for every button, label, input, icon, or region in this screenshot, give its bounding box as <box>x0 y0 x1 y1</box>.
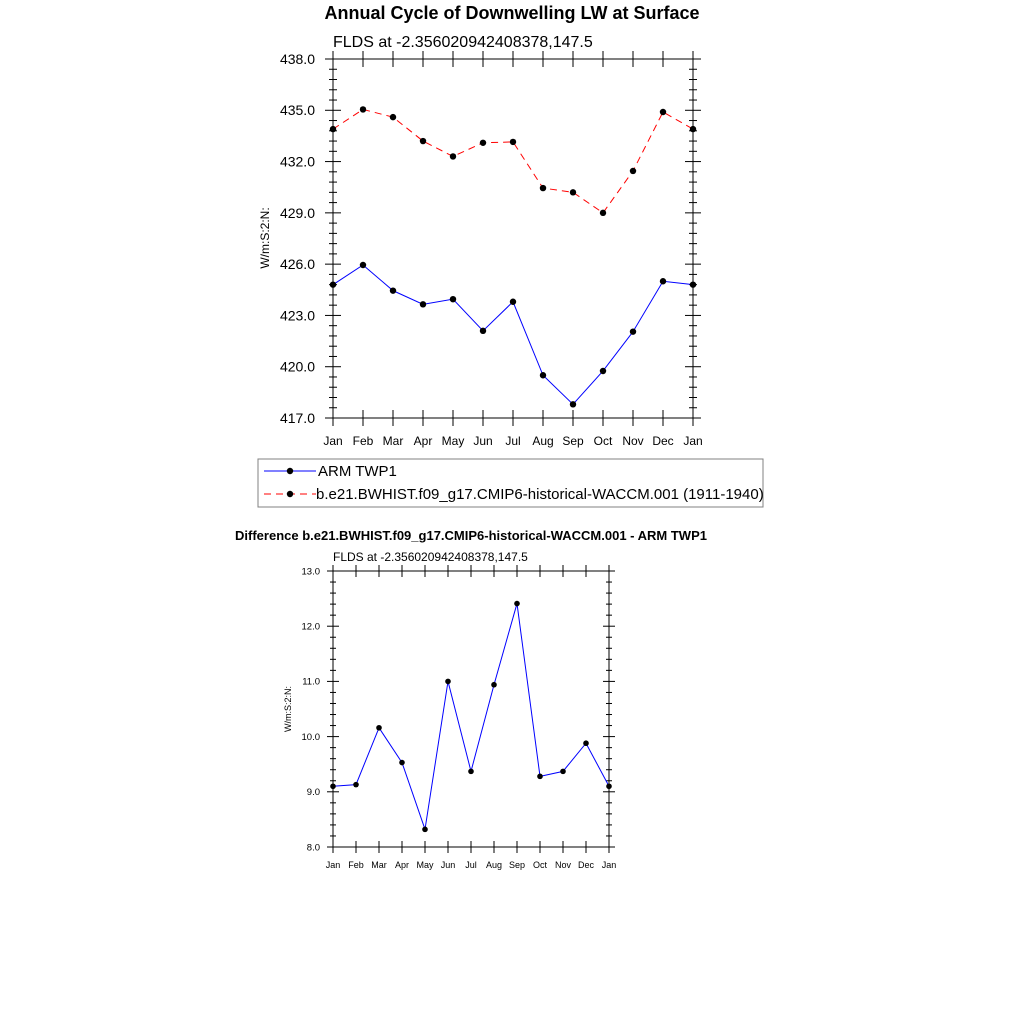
data-point <box>420 138 426 144</box>
legend-swatch-marker <box>287 491 293 497</box>
data-point <box>491 682 497 688</box>
data-point <box>540 185 546 191</box>
series-line <box>333 265 693 404</box>
y-tick-labels <box>302 566 321 853</box>
x-tick-label: Oct <box>532 860 548 870</box>
y-tick-label: 432.0 <box>279 153 315 170</box>
data-point <box>360 106 366 112</box>
data-point <box>399 760 405 766</box>
x-tick-label: Jun <box>440 860 456 870</box>
data-point <box>422 827 428 833</box>
x-tick-label: Jun <box>473 434 493 448</box>
axis-ticks <box>327 565 615 853</box>
data-point <box>560 769 566 775</box>
y-tick-label: 435.0 <box>279 102 315 119</box>
y-tick-label: 423.0 <box>279 307 315 324</box>
data-point <box>630 168 636 174</box>
y-tick-labels <box>280 51 315 426</box>
data-point <box>330 126 336 132</box>
plot-frame <box>333 59 693 418</box>
y-tick-label: 9.0 <box>306 787 320 799</box>
y-tick-label: 8.0 <box>306 842 320 854</box>
data-point <box>450 153 456 159</box>
data-point <box>660 278 666 284</box>
data-point <box>537 774 543 780</box>
legend-label: b.e21.BWHIST.f09_g17.CMIP6-historical-WACCM.001 (1911-1940) <box>316 486 764 503</box>
x-tick-label: Jul <box>505 434 521 448</box>
data-point <box>690 281 696 287</box>
annual-cycle-chart <box>258 3 764 507</box>
data-point <box>360 262 366 268</box>
data-point <box>445 679 451 685</box>
data-point <box>570 401 576 407</box>
data-point <box>468 769 474 775</box>
y-tick-label: 429.0 <box>279 204 315 221</box>
x-tick-label: Mar <box>382 434 404 448</box>
x-tick-label: Sep <box>562 434 584 448</box>
data-point <box>480 140 486 146</box>
x-tick-label: Feb <box>352 434 374 448</box>
x-tick-label: Feb <box>348 860 364 870</box>
y-tick-label: 10.0 <box>301 731 320 743</box>
x-tick-label: May <box>416 860 434 870</box>
data-point <box>600 368 606 374</box>
x-tick-label: Jul <box>465 860 477 870</box>
data-point <box>583 740 589 746</box>
x-tick-label: Nov <box>622 434 644 448</box>
series-lines <box>330 106 696 407</box>
legend-swatch-marker <box>287 468 293 474</box>
data-point <box>660 109 666 115</box>
data-point <box>540 372 546 378</box>
y-axis-label: W/m:S:2:N: <box>283 685 293 733</box>
x-tick-label: Mar <box>371 860 387 870</box>
data-point <box>376 725 382 731</box>
x-tick-label: Dec <box>577 860 595 870</box>
x-tick-label: May <box>441 434 465 448</box>
y-tick-label: 13.0 <box>301 566 320 578</box>
data-point <box>514 601 520 607</box>
y-axis-label: W/m:S:2:N: <box>258 207 272 269</box>
y-tick-label: 417.0 <box>279 409 315 426</box>
data-point <box>450 296 456 302</box>
data-point <box>330 281 336 287</box>
chart-title: Annual Cycle of Downwelling LW at Surface <box>324 3 700 23</box>
plot-frame <box>333 571 609 847</box>
x-tick-label: Sep <box>508 860 526 870</box>
data-point <box>390 114 396 120</box>
data-point <box>606 783 612 789</box>
data-point <box>480 328 486 334</box>
data-point <box>690 126 696 132</box>
x-tick-label: Aug <box>485 860 503 870</box>
x-tick-label: Apr <box>413 434 433 448</box>
data-point <box>330 783 336 789</box>
x-tick-label: Nov <box>554 860 572 870</box>
chart-subtitle: FLDS at -2.356020942408378,147.5 <box>333 34 593 51</box>
y-tick-label: 12.0 <box>301 621 320 633</box>
series-lines <box>330 601 612 832</box>
x-tick-label: Jan <box>683 434 703 448</box>
y-tick-label: 426.0 <box>279 256 315 273</box>
legend-label: ARM TWP1 <box>318 463 397 480</box>
difference-chart <box>235 528 707 870</box>
chart-title: Difference b.e21.BWHIST.f09_g17.CMIP6-historical-WACCM.001 - ARM TWP1 <box>235 528 707 543</box>
x-tick-label: Oct <box>593 434 613 448</box>
x-tick-label: Apr <box>394 860 410 870</box>
data-point <box>390 287 396 293</box>
data-point <box>570 189 576 195</box>
data-point <box>420 301 426 307</box>
x-tick-label: Jan <box>323 434 343 448</box>
data-point <box>510 299 516 305</box>
legend-entry-model <box>264 486 764 503</box>
x-tick-label: Aug <box>532 434 554 448</box>
x-tick-labels <box>323 434 702 448</box>
x-tick-label: Jan <box>601 860 617 870</box>
x-tick-label: Jan <box>325 860 341 870</box>
data-point <box>353 782 359 788</box>
series-line <box>333 109 693 212</box>
x-tick-labels <box>326 860 617 870</box>
y-tick-label: 438.0 <box>279 50 315 67</box>
legend <box>258 459 764 507</box>
y-tick-label: 11.0 <box>302 676 320 688</box>
series-line <box>333 604 609 830</box>
data-point <box>630 328 636 334</box>
axis-ticks <box>325 51 701 426</box>
y-tick-label: 420.0 <box>279 358 315 375</box>
x-tick-label: Dec <box>652 434 674 448</box>
data-point <box>600 210 606 216</box>
data-point <box>510 139 516 145</box>
chart-subtitle: FLDS at -2.356020942408378,147.5 <box>333 550 528 564</box>
